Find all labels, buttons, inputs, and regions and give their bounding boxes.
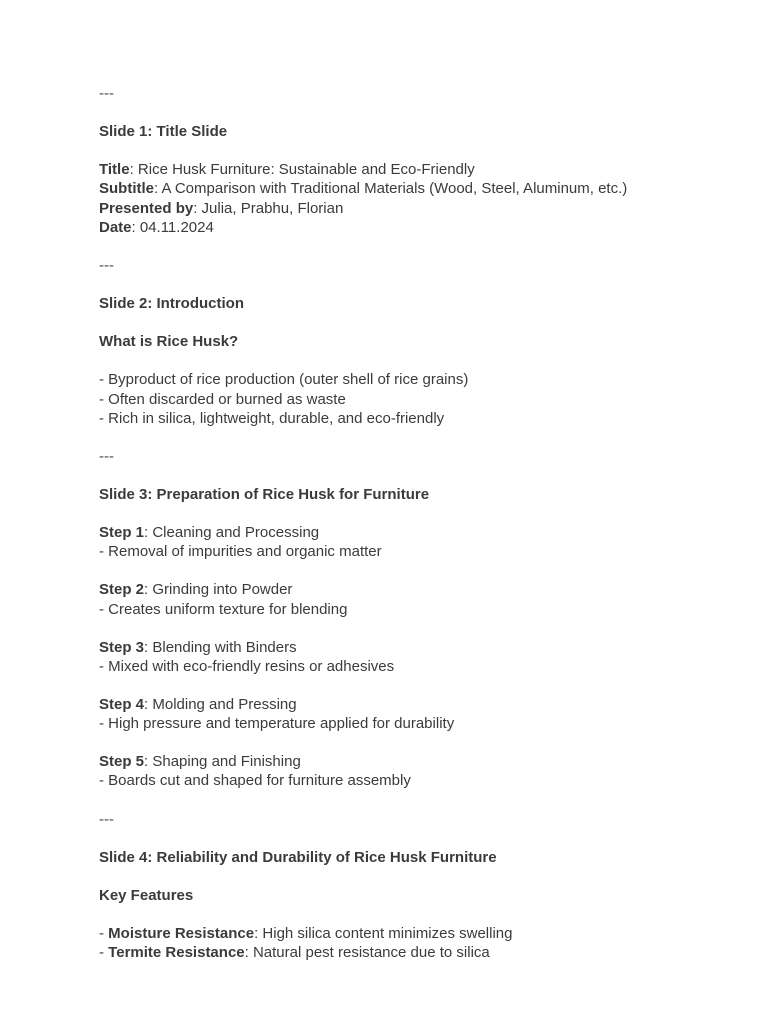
- separator: ---: [99, 447, 114, 465]
- feature-prefix: -: [99, 944, 109, 962]
- slide-2-heading: Slide 2: Introduction: [99, 295, 244, 313]
- step-title: : Grinding into Powder: [144, 581, 293, 599]
- step-label: Step 3: [99, 638, 145, 656]
- step-title-line: [99, 752, 739, 771]
- subtitle-label: Subtitle: [99, 180, 154, 198]
- step-title-line: [99, 695, 739, 714]
- feature-label: Moisture Resistance: [108, 925, 255, 943]
- presented-by-line: [99, 199, 739, 218]
- bullet-item: - Byproduct of rice production (outer shell of rice grains): [99, 371, 469, 389]
- title-line: [99, 160, 739, 179]
- slide-2-subheading: What is Rice Husk?: [99, 333, 239, 351]
- feature-text: : Natural pest resistance due to silica: [244, 944, 490, 962]
- slide-1-heading: Slide 1: Title Slide: [99, 123, 228, 141]
- step-label: Step 2: [99, 581, 145, 599]
- separator: ---: [99, 85, 114, 102]
- step-detail: - Boards cut and shaped for furniture assembly: [99, 772, 411, 790]
- step-title: : Blending with Binders: [144, 638, 297, 656]
- feature-item: [99, 943, 739, 962]
- feature-text: : High silica content minimizes swelling: [254, 925, 513, 943]
- subtitle-line: [99, 179, 739, 198]
- separator: ---: [99, 810, 114, 828]
- step-detail: - High pressure and temperature applied for durability: [99, 715, 455, 733]
- bullet-item: - Often discarded or burned as waste: [99, 390, 346, 408]
- date-label: Date: [99, 218, 132, 236]
- step-title: : Molding and Pressing: [144, 696, 297, 713]
- document-page: [99, 84, 739, 962]
- presented-by-value: : Julia, Prabhu, Florian: [193, 199, 344, 217]
- step-title: : Cleaning and Processing: [144, 524, 320, 542]
- slide-3-heading: Slide 3: Preparation of Rice Husk for Furniture: [99, 485, 430, 503]
- step-label: Step 4: [99, 696, 145, 713]
- title-label: Title: [99, 161, 130, 179]
- step-detail: - Removal of impurities and organic matter: [99, 543, 382, 561]
- step-title-line: [99, 638, 739, 657]
- feature-item: [99, 924, 739, 943]
- step-detail: - Mixed with eco-friendly resins or adhesives: [99, 657, 395, 675]
- step-title: : Shaping and Finishing: [144, 753, 301, 771]
- step-label: Step 5: [99, 753, 145, 771]
- date-value: : 04.11.2024: [131, 218, 214, 236]
- separator: ---: [99, 256, 114, 274]
- step-detail: - Creates uniform texture for blending: [99, 600, 348, 618]
- bullet-item: - Rich in silica, lightweight, durable, and eco-friendly: [99, 409, 445, 427]
- feature-label: Termite Resistance: [108, 944, 245, 962]
- slide-4-heading: Slide 4: Reliability and Durability of Rice Husk Furniture: [99, 848, 497, 866]
- step-title-line: [99, 580, 739, 599]
- slide-4-subheading: Key Features: [99, 886, 194, 904]
- step-title-line: [99, 523, 739, 542]
- step-label: Step 1: [99, 524, 145, 542]
- subtitle-value: : A Comparison with Traditional Materials (Wood, Steel, Aluminum, etc.): [154, 180, 628, 198]
- title-value: : Rice Husk Furniture: Sustainable and Eco-Friendly: [129, 161, 475, 179]
- date-line: [99, 218, 739, 237]
- feature-prefix: -: [99, 925, 109, 943]
- presented-by-label: Presented by: [99, 199, 194, 217]
